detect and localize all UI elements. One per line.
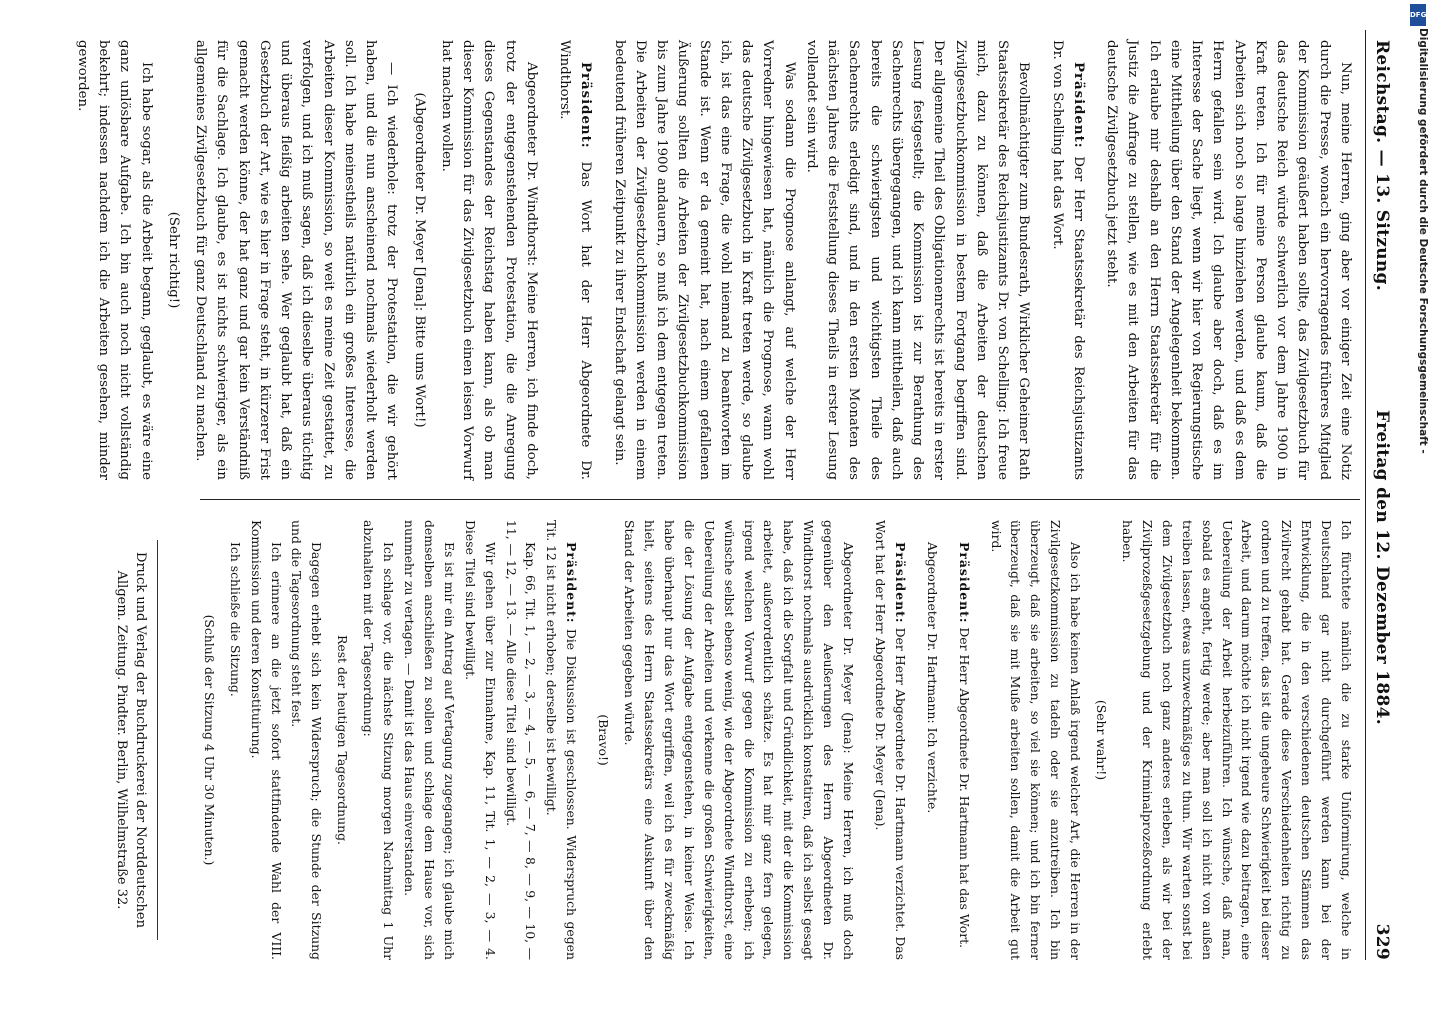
header-date: Freitag den 12. Dezember 1884. [1372, 410, 1392, 725]
right-column-paragraph [922, 520, 942, 960]
right-column-paragraph [399, 520, 459, 960]
left-column-paragraph [1101, 40, 1356, 480]
footer-rule [157, 540, 158, 940]
right-column-paragraph [287, 520, 327, 960]
paragraph-text: Ich habe sogar, als die Arbeit begann, geglaubt, es wäre eine ganz unlösbare Aufgabe. Ich bin auch noch nicht vollständig bekehrt; indessen nachdem ich die Arbeiten gesehen, minder geworden. [75, 40, 154, 480]
right-column-paragraph [1117, 520, 1356, 960]
right-column-paragraph [225, 520, 245, 960]
paragraph-text: Ich erinnere an die jetzt sofort stattfindende Wahl der VIII. Kommission und deren Konstituirung. [248, 520, 284, 960]
right-column-paragraph [460, 520, 500, 960]
digitization-note: Digitalisierung gefördert durch die Deutsche Forschungsgemeinschaft - [1417, 28, 1429, 454]
paragraph-text: Nun, meine Herren, ging aber vor einiger Zeit eine Notiz durch die Presse, wonach ein hervorragendes früheres Mitglied der Kommission geäußert haben sollte, das Zivilgesetzbuch für das deutsche Reich würde schwerlich vor dem Jahre 1900 in Kraft treten. Ich für meine Person glaube kaum, daß die Arbeiten sich noch so lange hinziehen werden, und daß es dem Herrn gefallen sein wird. Ich glaube aber doch, daß es im Interesse der Sache liegt, wenn wir hier von Regierungstische eine Mittheilung über den Stand der Angelegenheit bekommen. Ich erlaube mir deshalb an den Herrn Staatssekretär für die Justiz die Anfrage zu stellen, wie es mit den Arbeiten für das deutsche Zivilgesetzbuch jetzt steht. [1104, 40, 1353, 480]
left-column-paragraph [609, 40, 800, 480]
right-column-paragraph [619, 520, 858, 960]
paragraph-text: Ich schlage vor, die nächste Sitzung morgen Nachmittag 1 Uhr abzuhalten mit der Tagesordnung: [361, 520, 397, 960]
paragraph-text: Das Wort hat der Herr Abgeordnete Dr. Windthorst. [557, 40, 594, 480]
paragraph-text: (Bravo!) [596, 714, 612, 766]
paragraph-text: Rest der heutigen Tagesordnung. [335, 635, 351, 845]
dfg-logo: DFG [1410, 4, 1426, 26]
paragraph-text: Der Herr Staatssekretär des Reichsjustizamts Dr. von Schelling hat das Wort. [1049, 40, 1086, 480]
right-column-paragraph [199, 520, 219, 960]
speaker-label: Präsident: [956, 542, 972, 624]
paragraph-text: Abgeordneter Dr. Hartmann: Ich verzichte. [924, 542, 940, 814]
left-column-paragraph [72, 40, 157, 480]
left-column-paragraph [163, 40, 184, 480]
running-header [1368, 30, 1392, 970]
paragraph-text: Wir gehen über zur Einnahme, Kap. 11, Tit. 1, — 2, — 3, — 4. Diese Titel sind bewilligt. [462, 520, 498, 960]
paragraph-text: Die Diskussion ist geschlossen. Widerspruch gegen Tit. 12 ist nicht erhoben; derselbe ist bewilligt. [544, 520, 580, 960]
dfg-sidebar [1402, 0, 1432, 1000]
paragraph-text: Der Herr Abgeordnete Dr. Hartmann hat das Wort. [956, 623, 972, 949]
speaker-label: Präsident: [892, 542, 908, 624]
paragraph-text: Dagegen erhebt sich kein Widerspruch; die Stunde der Sitzung und die Tagesordnung steht fest. [289, 520, 325, 960]
speaker-label: Präsident: [578, 62, 594, 149]
paragraph-text: Kap. 66, Tit. 1, — 2, — 3, — 4, — 5, — 6, — 7, — 8, — 9, — 10, — 11, — 12, — 13. — Alle diese Titel sind bewilligt. [503, 520, 539, 960]
right-column-paragraph [501, 520, 541, 960]
paragraph-text: Also ich habe keinen Anlaß irgend welcher Art, die Herren in der Zivilgesetzkommission zu tadeln oder sie anzutreiben. Ich bin überzeugt, daß sie arbeiten, so viel sie können; und ich bin ferner überzeugt, daß sie mit Muße arbeiten sollen, damit die Arbeit gut wird. [988, 520, 1084, 960]
right-column-paragraph [246, 520, 286, 960]
paragraph-text: (Sehr wahr!) [1094, 699, 1110, 781]
right-column-paragraph [1091, 520, 1111, 960]
paragraph-text: Es ist mir ein Antrag auf Vertagung zugegangen; ich glaube mich demselben anschließen zu sollen und schlage dem Hause vor, sich nunmehr zu vertagen. — Damit ist das Haus einverstanden. [402, 520, 457, 960]
left-column-paragraph [409, 40, 430, 480]
paragraph-text: Der Herr Abgeordnete Dr. Hartmann verzichtet. Das Wort hat der Herr Abgeordnete Dr. Meyer (Jena). [872, 520, 908, 960]
left-column-paragraph [190, 40, 403, 480]
right-column-paragraph [332, 520, 352, 960]
paragraph-text: Abgeordneter Dr. Windthorst: Meine Herren, ich finde doch, trotz der entgegenstehenden Protestation, die die Anregung dieses Gegenstandes der Reichstag haben kann, als ob man dieser Kommission für das Zivilgesetzbuch einen leisen Vorwurf hat machen wollen. [439, 40, 539, 480]
left-column [71, 40, 1356, 480]
right-column-paragraph [870, 520, 910, 960]
right-column-paragraph [358, 520, 398, 960]
column-divider [200, 499, 1360, 500]
right-column-paragraph [954, 520, 974, 960]
right-column [193, 520, 1356, 960]
header-left: Reichstag. — 13. Sitzung. [1372, 40, 1392, 291]
paragraph-text: (Schluß der Sitzung 4 Uhr 30 Minuten.) [201, 614, 217, 866]
paragraph-text: Bevollmächtigter zum Bundesrath, Wirklicher Geheimer Rath Staatssekretär des Reichsjustizamts Dr. von Schelling: Ich freue mich, dazu zu können, daß die Arbeiten der deutschen Zivilgesetzbuchkommission in bestem Fortgang begriffen sind. Der allgemeine Theil des Obligationenrechts ist bereits in erster Lesung festgestellt; die Kommission ist zur Berathung des Sachenrechts übergegangen, und ich kann mittheilen, daß auch bereits die schwierigsten und wichtigsten Theile des Sachenrechts erledigt sind, und in den ersten Monaten des nächsten Jahres die Feststellung dieses Theils in erster Lesung vollendet sein wird. [804, 40, 1032, 480]
header-rule [1365, 30, 1366, 960]
left-column-paragraph [801, 40, 1035, 480]
paragraph-text: Ich fürchtete nämlich die zu starke Uniformirung, welche in Deutschland gar nicht durchgeführt werden kann bei der Entwicklung, die in den verschiedenen deutschen Stämmen das Zivilrecht gehabt hat. Gerade diese Verschiedenheiten richtig zu ordnen und zu treffen, das ist die ungeheure Schwierigkeit bei dieser Arbeit, und darum möchte ich nicht irgend wie dazu beitragen, eine Uebereilung der Arbeit herbeizuführen. Ich wünsche, daß man, sobald es angeht, fertig werde; aber man soll ich nicht von außen treiben lassen, etwas unzweckmäßiges zu thun. Wir warten sonst bei dem Zivilgesetzbuch noch ganz anderes erleben, als wir bei der Zivilprozeßgesetzgebung und der Kriminalprozeßordnung erlebt haben. [1120, 520, 1354, 960]
paragraph-text: Ich schließe die Sitzung. [227, 542, 243, 697]
paragraph-text: Was sodann die Prognose anlangt, auf welche der Herr Vorredner hingewiesen hat, nämlich die Prognose, wann wohl das deutsche Zivilgesetzbuch in Kraft treten werde, so glaube ich, ist das eine Frage, die wohl niemand zu beantworten im Stande ist. Wenn er da gemeint hat, nach einem gefallenen Äußerung sollten die Arbeiten der Zivilgesetzbuchkommission bis zum Jahre 1900 andauern, so muß ich dem entgegen treten. Die Arbeiten der Zivilgesetzbuchkommission werden in einem bedeutend früheren Zeitpunkt zu ihrer Endschaft gelangt sein. [611, 40, 797, 480]
paragraph-text: Abgeordneter Dr. Meyer (Jena): Meine Herren, ich muß doch gegenüber den Aeußerungen des Herrn Abgeordneten Dr. Windthorst nochmals ausdrücklich konstatiren, daß ich selbst gesagt habe, daß ich die Sorgfalt und Gründlichkeit, mit der die Kommission arbeitet, außerordentlich schätze. Es hat mir ganz fern gelegen, irgend welchen Vorwurf gegen die Kommission zu erheben; ich wünsche selbst ebenso wenig, wie der Abgeordnete Windthorst, eine Uebereilung der Arbeiten und verkenne die großen Schwierigkeiten, die der Lösung der Aufgabe entgegenstehen, in keiner Weise. Ich habe überhaupt nur das Wort ergriffen, weil ich es für zweckmäßig hielt, seitens des Herrn Staatssekretärs eine Auskunft über den Stand der Arbeiten gegeben würde. [622, 520, 857, 960]
right-column-paragraph [541, 520, 581, 960]
left-column-paragraph [554, 40, 597, 480]
paragraph-text: (Abgeordneter Dr. Meyer [Jena]: Bitte ums Wort!) [411, 92, 427, 428]
page-number: 329 [1372, 923, 1392, 960]
right-column-paragraph [986, 520, 1086, 960]
rotated-document-page [13, 0, 1408, 1000]
left-column-paragraph [436, 40, 542, 480]
printer-imprint: Druck und Verlag der Buchdruckerei der Norddeutschen Allgem. Zeitung. Pindter. Berlin, Wilhelmstraße 32. [114, 552, 148, 928]
speaker-label: Präsident: [1071, 62, 1086, 149]
paragraph-text: (Sehr richtig!) [166, 211, 181, 309]
speaker-label: Präsident: [564, 542, 580, 624]
paragraph-text: — Ich wiederhole: trotz der Protestation, die wir gehört haben, und die nun anscheinend nochmals wiederholt werden soll. Ich habe meinestheils natürlich ein großes Interesse, die Arbeiten dieser Kommission, so weit es meine Zeit gestattet, zu verfolgen, und ich muß sagen, daß ich dieselbe überaus tüchtig und überaus fleißig arbeiten sehe. Wer geglaubt hat, daß ein Gesetzbuch der Art, wie es hier in Frage steht, in kürzerer Frist gemacht werden könne, der hat ganz und gar kein Verständniß für die Sachlage. Ich glaube, es ist nichts schwieriger, als ein allgemeines Zivilgesetzbuch für ganz Deutschland zu machen. [193, 40, 400, 480]
left-column-paragraph [1047, 40, 1090, 480]
right-column-paragraph [593, 520, 613, 960]
